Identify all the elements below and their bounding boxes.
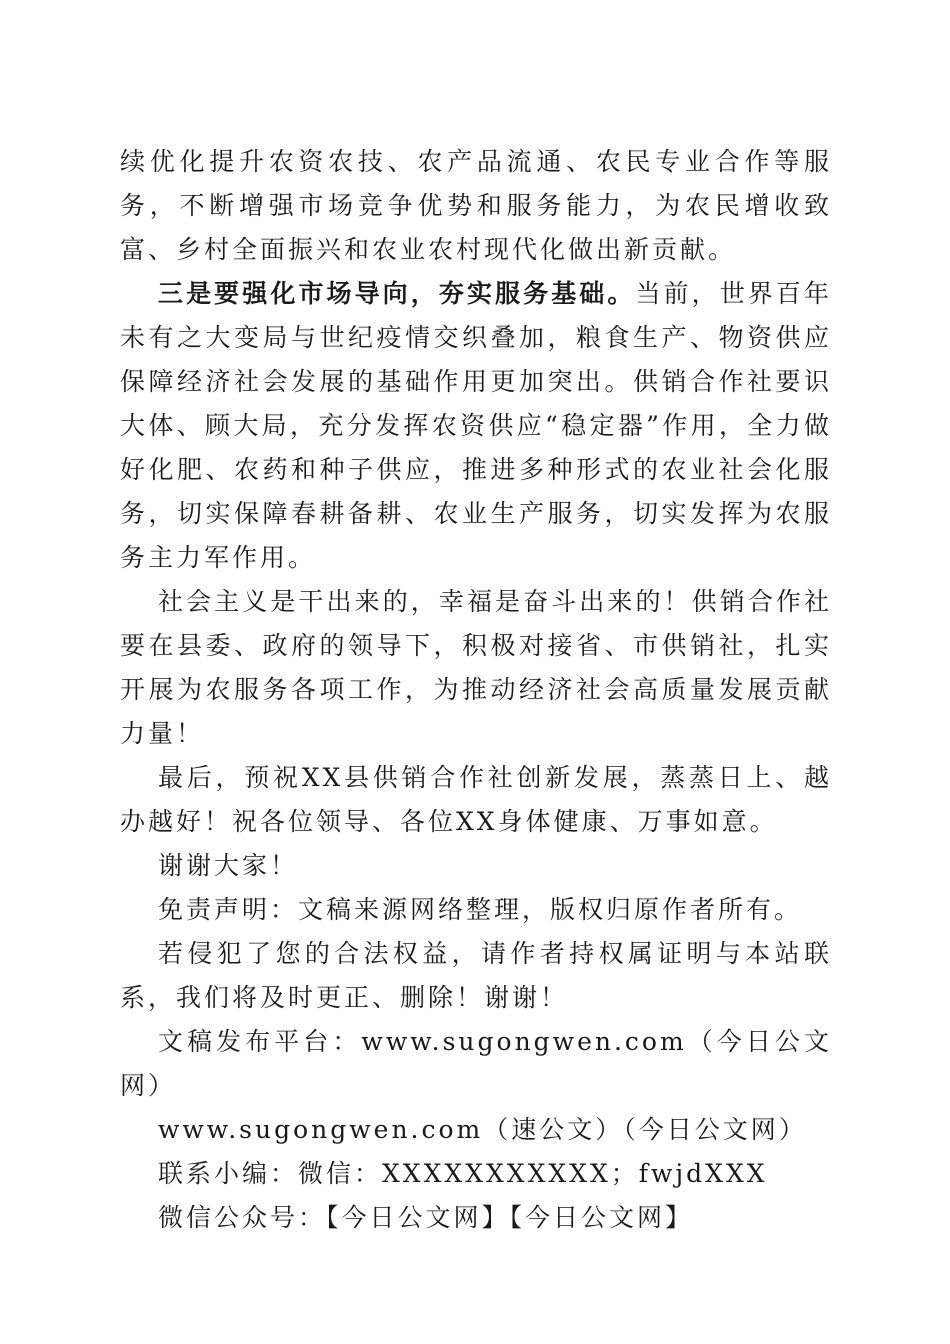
paragraph-socialism: 社会主义是干出来的，幸福是奋斗出来的！供销合作社要在县委、政府的领导下，积极对接省、市供销社，扎实开展为农服务各项工作，为推动经济社会高质量发展贡献力量！ bbox=[120, 587, 832, 748]
website-line: www.sugongwen.com（速公文）（今日公文网） bbox=[158, 1115, 807, 1144]
paragraph-thanks: 谢谢大家！ bbox=[158, 851, 299, 880]
disclaimer: 免责声明：文稿来源网络整理，版权归原作者所有。 bbox=[158, 895, 803, 924]
wechat-account: 微信公众号：【今日公文网】【今日公文网】 bbox=[158, 1203, 694, 1232]
infringement-notice: 若侵犯了您的合法权益，请作者持权属证明与本站联系，我们将及时更正、删除！谢谢！ bbox=[120, 939, 832, 1012]
paragraph-continuation: 续优化提升农资农技、农产品流通、农民专业合作等服务，不断增强市场竞争优势和服务能力，为农民增收致富、乡村全面振兴和农业农村现代化做出新贡献。 bbox=[120, 147, 832, 264]
document-page bbox=[120, 140, 832, 1240]
contact-editor: 联系小编：微信：XXXXXXXXXXX；fwjdXXX bbox=[158, 1159, 768, 1188]
publish-platform: 文稿发布平台：www.sugongwen.com（今日公文网） bbox=[120, 1027, 832, 1100]
paragraph-body: 当前，世界百年未有之大变局与世纪疫情交织叠加，粮食生产、物资供应保障经济社会发展的基础作用更加突出。供销合作社要识大体、顾大局，充分发挥农资供应“稳定器”作用，全力做好化肥、农药和种子供应，推进多种形式的农业社会化服务，切实保障春耕备耕、农业生产服务，切实发挥为农服务主力军作用。 bbox=[120, 279, 832, 572]
paragraph-closing-wishes: 最后，预祝XX县供销合作社创新发展，蒸蒸日上、越办越好！祝各位领导、各位XX身体健康、万事如意。 bbox=[120, 763, 832, 836]
section-heading: 三是要强化市场导向，夯实服务基础。 bbox=[158, 279, 636, 308]
paragraph-market-orientation bbox=[120, 272, 832, 580]
